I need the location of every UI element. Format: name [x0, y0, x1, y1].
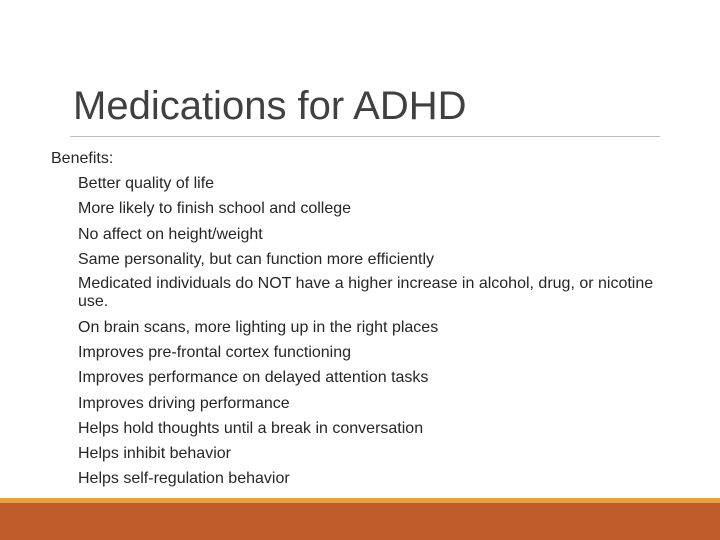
- benefits-heading: Benefits:: [51, 150, 114, 167]
- footer-bar: [0, 498, 720, 540]
- title-divider: [70, 136, 660, 137]
- benefits-list: [51, 171, 681, 491]
- list-item: More likely to finish school and college: [78, 200, 352, 218]
- list-item: Improves pre-frontal cortex functioning: [78, 344, 352, 362]
- list-item: Improves driving performance: [78, 394, 290, 412]
- slide-title: Medications for ADHD: [73, 84, 467, 128]
- list-item: Medicated individuals do NOT have a higher increase in alcohol, drug, or nicotine use.: [78, 275, 654, 311]
- list-item: Improves performance on delayed attention tasks: [78, 369, 429, 387]
- list-item: Helps self-regulation behavior: [78, 470, 290, 488]
- list-item: Same personality, but can function more efficiently: [78, 250, 435, 268]
- footer-accent-stripe: [0, 498, 720, 503]
- list-item: On brain scans, more lighting up in the right places: [78, 319, 439, 337]
- list-item: Better quality of life: [78, 175, 215, 193]
- slide-body: [51, 146, 681, 491]
- list-item: No affect on height/weight: [78, 225, 263, 243]
- list-item: Helps hold thoughts until a break in conversation: [78, 419, 424, 437]
- list-item: Helps inhibit behavior: [78, 445, 231, 463]
